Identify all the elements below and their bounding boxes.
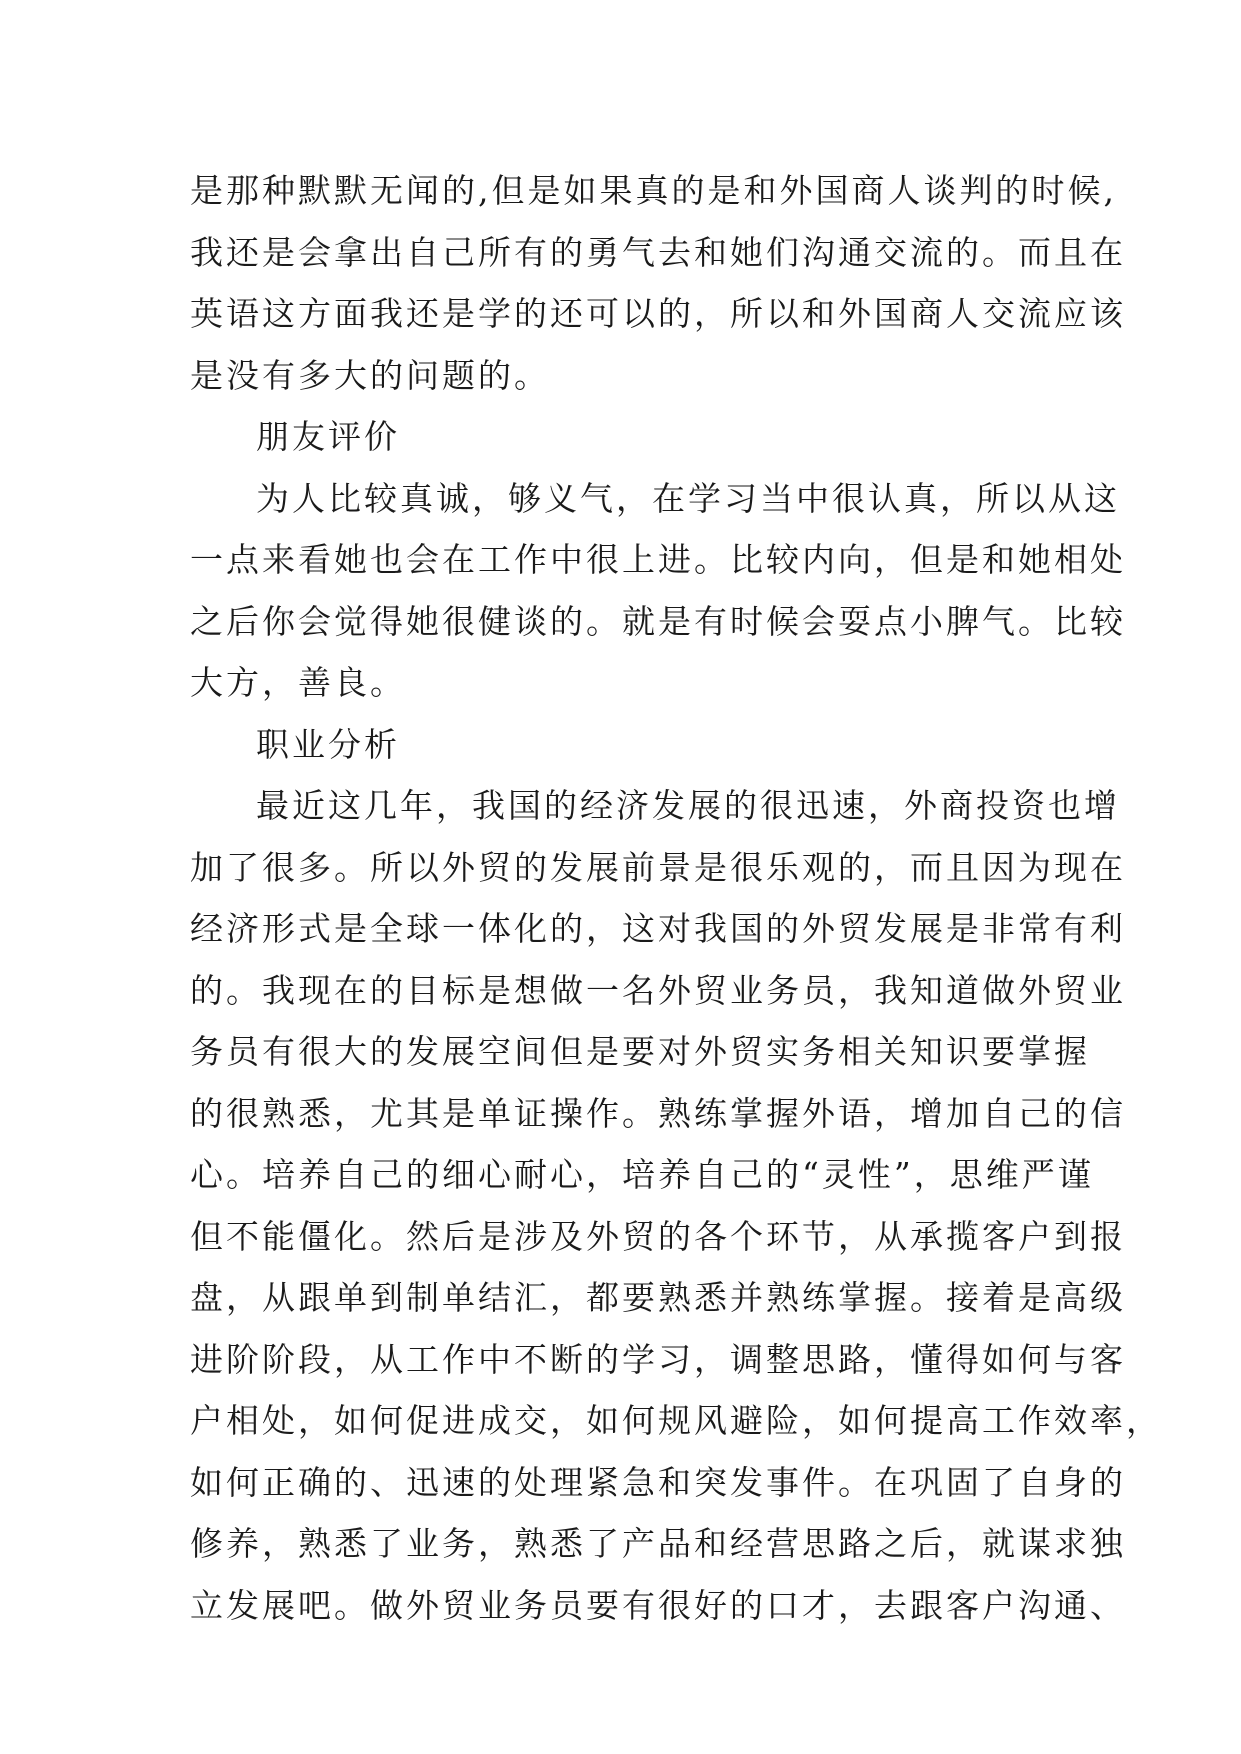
text-line: 是那种默默无闻的,但是如果真的是和外国商人谈判的时候, [190, 171, 1117, 210]
text-line: 经济形式是全球一体化的，这对我国的外贸发展是非常有利 [190, 909, 1126, 948]
section-heading-career-analysis: 职业分析 [256, 724, 400, 764]
text-line: 心。培养自己的细心耐心，培养自己的“灵性”，思维严谨 [190, 1155, 1094, 1194]
text-line: 修养，熟悉了业务，熟悉了产品和经营思路之后，就谋求独 [190, 1524, 1126, 1563]
text-line: 进阶阶段，从工作中不断的学习，调整思路，懂得如何与客 [190, 1339, 1126, 1379]
section-heading-friend-review: 朋友评价 [256, 417, 400, 456]
text-line: 英语这方面我还是学的还可以的，所以和外国商人交流应该 [190, 294, 1126, 333]
text-line: 一点来看她也会在工作中很上进。比较内向，但是和她相处 [190, 540, 1126, 579]
text-line: 的。我现在的目标是想做一名外贸业务员，我知道做外贸业 [190, 970, 1126, 1010]
text-line: 盘，从跟单到制单结汇，都要熟悉并熟练掌握。接着是高级 [190, 1278, 1126, 1317]
text-line: 的很熟悉，尤其是单证操作。熟练掌握外语，增加自己的信 [190, 1093, 1126, 1133]
text-line: 是没有多大的问题的。 [190, 355, 550, 395]
text-line: 但不能僵化。然后是涉及外贸的各个环节，从承揽客户到报 [190, 1216, 1126, 1256]
text-line: 户相处，如何促进成交，如何规风避险，如何提高工作效率， [190, 1401, 1162, 1440]
text-line: 我还是会拿出自己所有的勇气去和她们沟通交流的。而且在 [190, 232, 1126, 272]
text-line: 为人比较真诚，够义气，在学习当中很认真，所以从这 [256, 478, 1120, 518]
text-line: 加了很多。所以外贸的发展前景是很乐观的，而且因为现在 [190, 847, 1126, 887]
text-line: 立发展吧。做外贸业务员要有很好的口才，去跟客户沟通、 [190, 1585, 1126, 1625]
document-page [190, 160, 1162, 1636]
text-line: 大方，善良。 [190, 663, 406, 702]
text-line: 之后你会觉得她很健谈的。就是有时候会耍点小脾气。比较 [190, 601, 1126, 641]
text-line: 最近这几年，我国的经济发展的很迅速，外商投资也增 [256, 786, 1120, 825]
text-line: 务员有很大的发展空间但是要对外贸实务相关知识要掌握 [190, 1032, 1090, 1071]
text-line: 如何正确的、迅速的处理紧急和突发事件。在巩固了自身的 [190, 1462, 1126, 1502]
